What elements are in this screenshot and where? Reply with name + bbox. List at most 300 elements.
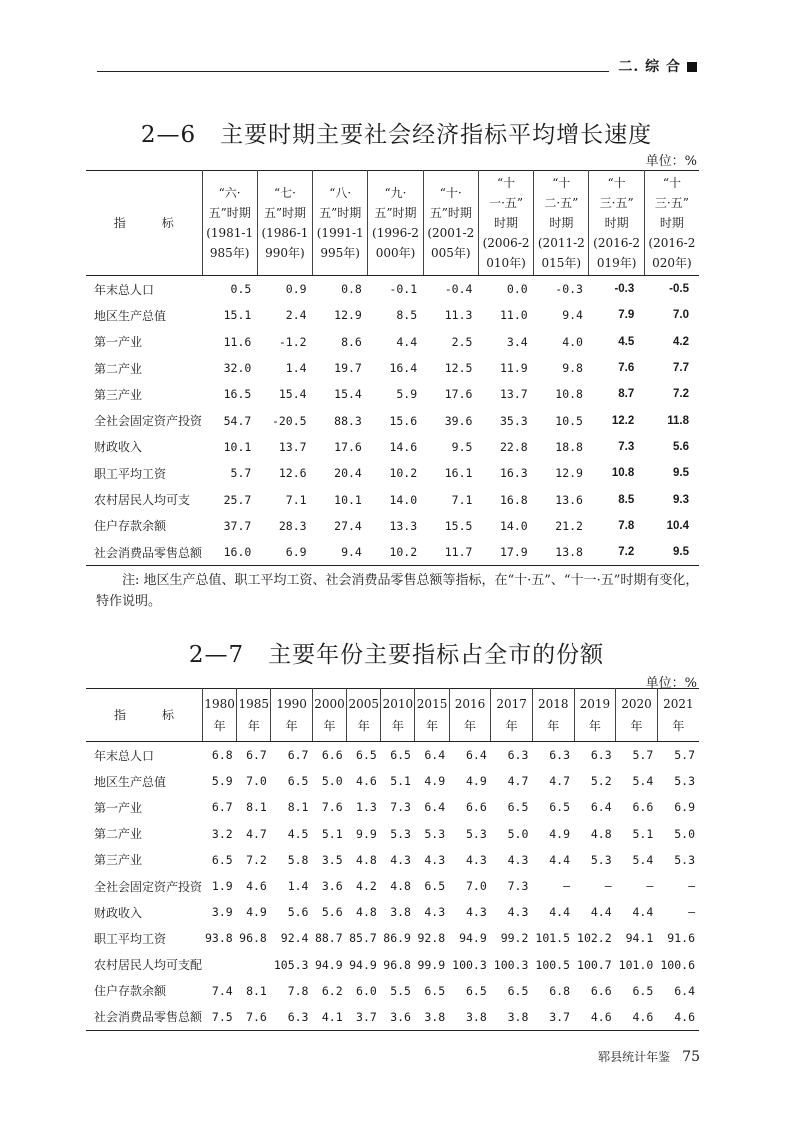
header-rule — [97, 71, 609, 72]
value-cell: 3.8 — [507, 1009, 529, 1024]
header-line: “十 — [662, 176, 681, 190]
header-line: 000年) — [375, 246, 416, 260]
value-cell: -0.4 — [444, 282, 473, 297]
value-cell: 10.8 — [555, 387, 583, 402]
value-cell: 6.3 — [287, 1009, 309, 1024]
value-cell: 6.5 — [507, 983, 529, 998]
value-cell: 100.5 — [535, 957, 571, 972]
year-column-header — [616, 689, 658, 742]
header-line: “十· — [439, 186, 462, 200]
value-cell: 32.0 — [223, 361, 252, 376]
value-cell: 5.0 — [507, 826, 529, 841]
value-cell: 1.3 — [356, 800, 377, 815]
year-column-header — [415, 689, 449, 742]
value-cell: 16.1 — [444, 466, 473, 481]
value-cell: 4.8 — [590, 826, 612, 841]
value-cell: 13.7 — [278, 439, 307, 454]
value-cell: 101.5 — [535, 931, 571, 946]
value-cell: 7.2 — [673, 388, 689, 401]
value-cell: 12.9 — [555, 466, 583, 481]
value-cell: 4.7 — [549, 774, 571, 789]
row-label: 第二产业 — [94, 361, 143, 376]
row-label: 财政收入 — [94, 440, 143, 455]
header-line: (2011-2 — [537, 236, 585, 250]
value-cell: 5.8 — [287, 852, 309, 867]
year-suffix: 年 — [426, 719, 439, 733]
value-cell: 93.8 — [204, 931, 233, 946]
value-cell: 3.8 — [424, 1009, 446, 1024]
table-row — [86, 513, 699, 539]
value-cell: 5.6 — [321, 905, 343, 920]
value-cell: 4.3 — [507, 905, 529, 920]
value-cell: 5.4 — [632, 774, 654, 789]
value-cell: 17.6 — [444, 387, 473, 402]
period-column-header — [257, 171, 312, 276]
header-line: 019年) — [596, 256, 637, 270]
year-column-header — [312, 689, 346, 742]
year-suffix: 年 — [672, 719, 685, 733]
value-cell: 12.2 — [611, 414, 635, 427]
header-line: 995年) — [320, 246, 360, 260]
year-label: 2016 — [454, 697, 486, 711]
indicator-header: 指 标 — [86, 689, 203, 742]
value-cell: 7.6 — [321, 800, 343, 815]
year-suffix: 年 — [547, 719, 560, 733]
value-cell: 15.5 — [444, 518, 473, 533]
table1-unit: 单位：% — [645, 154, 697, 169]
value-cell: -0.3 — [555, 282, 583, 297]
value-cell: 85.7 — [349, 931, 377, 946]
value-cell: 3.8 — [390, 905, 411, 920]
value-cell: 15.6 — [389, 413, 418, 428]
value-cell: -0.3 — [614, 283, 635, 296]
value-cell: 4.9 — [424, 774, 446, 789]
header-line: “十 — [552, 176, 571, 190]
value-cell: 1.4 — [287, 879, 309, 894]
period-column-header — [534, 171, 589, 276]
value-cell: 5.2 — [590, 774, 612, 789]
table-row — [86, 873, 699, 899]
value-cell: 6.6 — [590, 983, 612, 998]
value-cell: 5.6 — [673, 440, 689, 453]
value-cell: 6.6 — [466, 800, 487, 815]
value-cell: -0.1 — [389, 282, 418, 297]
value-cell: 10.1 — [223, 439, 252, 454]
header-line: 010年) — [486, 256, 526, 270]
value-cell: 4.4 — [549, 852, 571, 867]
value-cell: 7.9 — [618, 309, 635, 322]
value-cell: 6.5 — [632, 983, 654, 998]
value-cell: 4.9 — [466, 774, 487, 789]
table-row — [86, 794, 699, 820]
value-cell: 5.1 — [632, 826, 654, 841]
table2-body — [86, 742, 699, 1031]
value-cell: 6.5 — [211, 852, 233, 867]
table-row — [86, 276, 699, 303]
value-cell: 11.8 — [667, 414, 689, 427]
page-number: 75 — [682, 1049, 700, 1065]
value-cell: 6.7 — [287, 748, 309, 763]
year-column-header — [271, 689, 313, 742]
value-cell: 6.4 — [424, 800, 446, 815]
value-cell: 4.3 — [424, 852, 446, 867]
value-cell: 4.5 — [618, 335, 635, 348]
value-cell: 4.9 — [246, 905, 267, 920]
value-cell: 16.8 — [500, 492, 528, 507]
row-label: 住户存款余额 — [94, 519, 167, 534]
row-label: 全社会固定资产投资 — [94, 879, 203, 894]
value-cell: 9.5 — [673, 546, 689, 559]
value-cell: 4.8 — [390, 879, 411, 894]
value-cell: 6.4 — [674, 983, 695, 998]
value-cell: 88.7 — [314, 931, 343, 946]
value-cell: 7.6 — [618, 362, 635, 375]
value-cell: 8.1 — [287, 800, 309, 815]
row-label: 全社会固定资产投资 — [94, 414, 203, 429]
year-column-header — [237, 689, 271, 742]
value-cell: 16.4 — [389, 361, 418, 376]
value-cell: 6.6 — [632, 800, 654, 815]
growth-rate-table — [86, 170, 699, 566]
value-cell: 9.4 — [341, 545, 362, 560]
header-line: (1986-1 — [261, 226, 309, 240]
value-cell: 4.0 — [562, 334, 583, 349]
value-cell: 6.5 — [549, 800, 571, 815]
value-cell: 100.3 — [452, 957, 487, 972]
year-label: 1985 — [238, 697, 270, 711]
value-cell: 9.5 — [673, 467, 689, 480]
year-label: 1980 — [204, 697, 235, 711]
table1-title: 2—6 主要时期主要社会经济指标平均增长速度 — [140, 122, 653, 148]
value-cell: — — [563, 879, 571, 894]
value-cell: 4.4 — [396, 334, 418, 349]
value-cell: 4.7 — [507, 774, 529, 789]
value-cell: 2.5 — [451, 334, 473, 349]
header-line: 时期 — [604, 216, 629, 230]
value-cell: 5.9 — [396, 387, 418, 402]
value-cell: 4.8 — [356, 905, 377, 920]
value-cell: 7.2 — [246, 852, 267, 867]
year-suffix: 年 — [630, 719, 643, 733]
value-cell: 17.6 — [334, 439, 362, 454]
value-cell: 6.9 — [674, 800, 695, 815]
value-cell: 3.6 — [390, 1009, 411, 1024]
value-cell: 6.7 — [246, 748, 267, 763]
value-cell: 7.4 — [211, 983, 233, 998]
value-cell: — — [688, 879, 695, 894]
row-label: 第一产业 — [94, 800, 143, 815]
value-cell: 9.8 — [562, 361, 583, 376]
value-cell: — — [646, 879, 654, 894]
value-cell: 8.7 — [618, 388, 635, 401]
value-cell: 0.9 — [285, 282, 307, 297]
value-cell: 3.7 — [356, 1009, 377, 1024]
value-cell: 10.4 — [666, 519, 689, 532]
year-label: 2020 — [621, 697, 652, 711]
row-label: 地区生产总值 — [94, 308, 167, 323]
year-suffix: 年 — [323, 719, 336, 733]
year-label: 2017 — [496, 697, 527, 711]
value-cell: 6.5 — [287, 774, 309, 789]
value-cell: 16.3 — [500, 466, 528, 481]
year-suffix: 年 — [285, 719, 298, 733]
row-label: 地区生产总值 — [94, 774, 167, 789]
value-cell: 11.9 — [500, 361, 528, 376]
header-line: (2016-2 — [593, 236, 641, 250]
value-cell: 86.9 — [383, 931, 411, 946]
year-column-header — [657, 689, 699, 742]
value-cell: 3.4 — [506, 334, 528, 349]
value-cell: 11.7 — [444, 545, 473, 560]
value-cell: 8.6 — [341, 334, 362, 349]
value-cell: 1.4 — [285, 361, 307, 376]
value-cell: 4.4 — [590, 905, 612, 920]
value-cell: 39.6 — [444, 413, 473, 428]
value-cell: 4.3 — [466, 905, 487, 920]
value-cell: 28.3 — [278, 518, 307, 533]
value-cell: 6.9 — [285, 545, 307, 560]
row-label: 社会消费品零售总额 — [94, 1010, 203, 1025]
value-cell: 94.9 — [314, 957, 343, 972]
value-cell: 14.6 — [389, 439, 418, 454]
value-cell: 17.9 — [500, 545, 528, 560]
header-line: (1991-1 — [316, 226, 364, 240]
year-suffix: 年 — [213, 719, 226, 733]
header-line: “十 — [607, 176, 626, 190]
book-title: 郓县统计年鉴 — [598, 1050, 671, 1064]
header-line: “七· — [273, 186, 296, 200]
value-cell: 13.3 — [389, 518, 418, 533]
year-suffix: 年 — [463, 719, 476, 733]
period-column-header — [313, 171, 368, 276]
table-row — [86, 1004, 699, 1031]
table2-unit: 单位：% — [645, 676, 697, 691]
year-suffix: 年 — [357, 719, 370, 733]
value-cell: 9.3 — [673, 493, 689, 506]
value-cell: 8.1 — [246, 800, 267, 815]
table-row — [86, 355, 699, 381]
value-cell: 4.2 — [356, 879, 377, 894]
running-header — [97, 56, 697, 76]
year-suffix: 年 — [588, 719, 601, 733]
value-cell: -20.5 — [271, 413, 307, 428]
value-cell: 4.8 — [356, 852, 377, 867]
value-cell: 6.5 — [356, 748, 377, 763]
table-row — [86, 742, 699, 769]
value-cell: 100.7 — [577, 957, 612, 972]
indicator-header: 指 标 — [86, 171, 202, 276]
header-line: 五”时期 — [374, 206, 417, 220]
table-row — [86, 539, 699, 566]
value-cell: 4.3 — [507, 852, 529, 867]
value-cell: 16.0 — [223, 545, 252, 560]
value-cell: 7.0 — [466, 879, 487, 894]
value-cell: — — [604, 879, 612, 894]
year-label: 2018 — [537, 697, 569, 711]
value-cell: 105.3 — [273, 957, 309, 972]
value-cell: 3.6 — [321, 879, 343, 894]
value-cell: 100.6 — [660, 957, 695, 972]
header-line: 五”时期 — [263, 206, 306, 220]
header-line: 时期 — [659, 216, 684, 230]
value-cell: 96.8 — [239, 931, 267, 946]
header-line: 990年) — [265, 246, 305, 260]
table-row — [86, 407, 699, 433]
year-column-header — [491, 689, 533, 742]
value-cell: 3.5 — [321, 852, 343, 867]
value-cell: 54.7 — [223, 413, 252, 428]
header-line: 五”时期 — [429, 206, 472, 220]
value-cell: 7.3 — [618, 440, 635, 453]
table-row — [86, 952, 699, 978]
value-cell: 21.2 — [555, 518, 583, 533]
period-column-header — [478, 171, 533, 276]
value-cell: 5.3 — [674, 774, 695, 789]
table-row — [86, 302, 699, 328]
year-column-header — [381, 689, 415, 742]
value-cell: 4.3 — [390, 852, 411, 867]
value-cell: -1.2 — [278, 334, 307, 349]
row-label: 住户存款余额 — [94, 984, 167, 999]
year-suffix: 年 — [391, 719, 404, 733]
header-line: 015年) — [541, 256, 582, 270]
value-cell: 7.0 — [673, 309, 689, 322]
value-cell: 11.0 — [500, 308, 528, 323]
value-cell: 4.4 — [549, 905, 571, 920]
value-cell: 7.5 — [211, 1009, 233, 1024]
header-line: 时期 — [549, 216, 574, 230]
value-cell: 102.2 — [577, 931, 612, 946]
value-cell: 4.6 — [246, 879, 267, 894]
value-cell: 94.9 — [349, 957, 377, 972]
section-label: 二. 综 合 — [618, 56, 697, 76]
value-cell: 5.6 — [287, 905, 309, 920]
header-line: 五”时期 — [319, 206, 362, 220]
value-cell: 7.8 — [287, 983, 309, 998]
value-cell: 15.1 — [223, 308, 252, 323]
header-line: 一·五” — [489, 196, 524, 210]
period-column-header — [423, 171, 478, 276]
row-label: 职工平均工资 — [94, 931, 167, 946]
value-cell: 10.2 — [389, 466, 418, 481]
value-cell: 0.0 — [506, 282, 528, 297]
value-cell: 5.7 — [632, 748, 654, 763]
value-cell: 35.3 — [500, 413, 528, 428]
value-cell: 0.5 — [230, 282, 252, 297]
value-cell: 7.8 — [618, 519, 635, 532]
header-line: “十 — [496, 176, 516, 190]
value-cell: 6.3 — [507, 748, 529, 763]
value-cell: 94.1 — [625, 931, 654, 946]
value-cell: 6.2 — [321, 983, 343, 998]
header-line: “六· — [218, 186, 241, 200]
year-label: 1990 — [276, 697, 307, 711]
value-cell: 6.0 — [356, 983, 377, 998]
value-cell: 3.8 — [466, 1009, 487, 1024]
value-cell: 9.4 — [562, 308, 583, 323]
table-row — [86, 847, 699, 873]
value-cell: 92.8 — [417, 931, 446, 946]
value-cell: 18.8 — [555, 439, 583, 454]
page-footer — [560, 1048, 700, 1065]
value-cell: 6.7 — [211, 800, 233, 815]
value-cell: 6.3 — [590, 748, 612, 763]
value-cell: 5.3 — [590, 852, 612, 867]
value-cell: 6.8 — [211, 748, 233, 763]
period-column-header — [644, 171, 699, 276]
value-cell: 5.0 — [321, 774, 343, 789]
table-row — [86, 899, 699, 925]
header-line: (2006-2 — [482, 236, 530, 250]
value-cell: 12.9 — [334, 308, 362, 323]
value-cell: 5.3 — [674, 852, 695, 867]
value-cell: 3.2 — [211, 826, 233, 841]
value-cell: 5.3 — [390, 826, 411, 841]
value-cell: 4.3 — [424, 905, 446, 920]
value-cell: 9.9 — [356, 826, 377, 841]
year-label: 2005 — [348, 697, 379, 711]
value-cell: -0.5 — [669, 283, 689, 296]
value-cell: 9.5 — [451, 439, 473, 454]
row-label: 农村居民人均可支配 — [94, 958, 203, 973]
value-cell: 8.5 — [618, 493, 635, 506]
table1-header-row — [86, 171, 699, 276]
header-line: (2001-2 — [427, 226, 475, 240]
value-cell: 8.5 — [396, 308, 418, 323]
value-cell: 6.4 — [590, 800, 612, 815]
value-cell: 14.0 — [389, 492, 418, 507]
table2-header-row — [86, 689, 699, 742]
value-cell: 4.2 — [673, 335, 689, 348]
year-column-header — [347, 689, 381, 742]
table-row — [86, 821, 699, 847]
year-column-header — [574, 689, 616, 742]
year-label: 2000 — [314, 697, 345, 711]
value-cell: 5.1 — [321, 826, 343, 841]
value-cell: 5.3 — [466, 826, 487, 841]
header-line: 时期 — [494, 216, 519, 230]
value-cell: 6.5 — [424, 879, 446, 894]
value-cell: 15.4 — [334, 387, 362, 402]
row-label: 职工平均工资 — [94, 466, 167, 481]
value-cell: 4.5 — [287, 826, 309, 841]
header-line: 五”时期 — [208, 206, 251, 220]
value-cell: 4.6 — [632, 1009, 654, 1024]
period-column-header — [368, 171, 423, 276]
table1-body — [86, 276, 699, 566]
value-cell: 7.1 — [285, 492, 307, 507]
row-label: 第二产业 — [94, 827, 143, 842]
value-cell: 5.7 — [674, 748, 695, 763]
value-cell: 2.4 — [285, 308, 307, 323]
year-column-header — [449, 689, 491, 742]
value-cell: 4.3 — [466, 852, 487, 867]
header-line: (1996-2 — [372, 226, 419, 240]
table-row — [86, 925, 699, 951]
header-line: (1981-1 — [206, 226, 254, 240]
value-cell: 6.5 — [424, 983, 446, 998]
value-cell: 4.7 — [246, 826, 267, 841]
row-label: 第三产业 — [94, 387, 143, 402]
value-cell: 4.9 — [549, 826, 571, 841]
table-row — [86, 978, 699, 1004]
year-label: 2010 — [382, 697, 414, 711]
table-row — [86, 768, 699, 794]
year-label: 2021 — [663, 697, 694, 711]
value-cell: 5.7 — [230, 466, 252, 481]
value-cell: 6.5 — [466, 983, 487, 998]
header-line: “九· — [384, 186, 407, 200]
